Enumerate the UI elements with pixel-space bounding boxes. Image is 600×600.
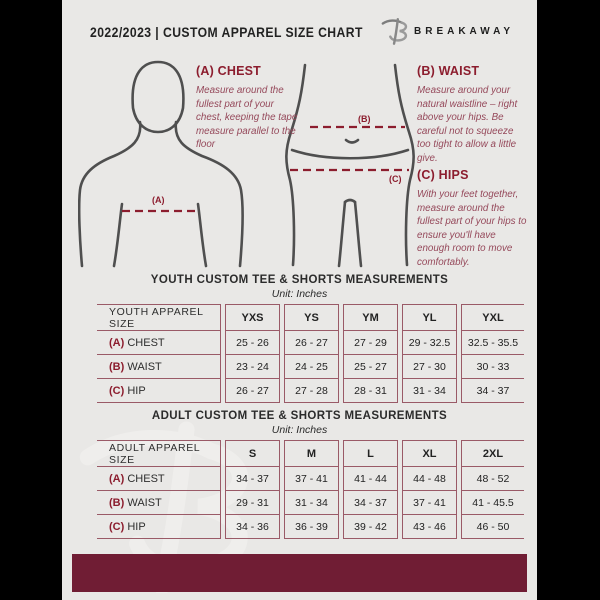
adult-col-m: M (284, 440, 339, 467)
youth-header-row (97, 304, 524, 331)
waist-guide (417, 64, 525, 165)
footer-accent-bar (72, 554, 527, 592)
table-cell: 48 - 52 (461, 467, 524, 491)
waist-guide-body: Measure around your natural waistline – right above your hips. Be careful not to squeeze too tight to allow a little give. (417, 85, 518, 164)
crotch-curve (345, 200, 355, 202)
left-armpit-line (114, 204, 122, 266)
table-cell: 34 - 37 (461, 379, 524, 403)
breakaway-logo-icon (380, 15, 410, 47)
adult-first-col-header: ADULT APPAREL SIZE (97, 440, 221, 467)
table-cell: 28 - 31 (343, 379, 398, 403)
table-cell: 46 - 50 (461, 515, 524, 539)
row-label: (C) HIP (97, 379, 221, 403)
table-cell: 37 - 41 (284, 467, 339, 491)
table-cell: 30 - 33 (461, 355, 524, 379)
left-shoulder-arm (79, 122, 140, 266)
chest-line-label: (A) (152, 195, 165, 205)
table-cell: 26 - 27 (284, 331, 339, 355)
youth-first-col-header: YOUTH APPAREL SIZE (97, 304, 221, 331)
table-cell: 29 - 32.5 (402, 331, 457, 355)
table-cell: 34 - 36 (225, 515, 280, 539)
adult-table-title: ADULT CUSTOM TEE & SHORTS MEASUREMENTS (151, 410, 448, 422)
hips-guide (417, 168, 529, 269)
right-armpit-line (198, 204, 206, 266)
left-inner-leg (339, 202, 345, 266)
table-cell: 43 - 46 (402, 515, 457, 539)
brand-name: BREAKAWAY (414, 26, 515, 37)
right-inner-leg (355, 202, 361, 266)
youth-col-yxs: YXS (225, 304, 280, 331)
adult-waist-row (97, 491, 524, 515)
waistband-curve (292, 150, 408, 158)
table-cell: 41 - 44 (343, 467, 398, 491)
right-hip-outline (395, 65, 414, 265)
youth-table-unit: Unit: Inches (271, 288, 328, 300)
lower-body-diagram (285, 62, 415, 268)
hips-guide-heading: (C) HIPS (417, 168, 469, 182)
table-cell: 23 - 24 (225, 355, 280, 379)
youth-size-table (93, 304, 528, 403)
adult-hip-row (97, 515, 524, 539)
table-cell: 36 - 39 (284, 515, 339, 539)
youth-col-yxl: YXL (461, 304, 524, 331)
adult-col-l: L (343, 440, 398, 467)
waist-line-label: (B) (358, 114, 371, 124)
table-cell: 27 - 30 (402, 355, 457, 379)
youth-col-ys: YS (284, 304, 339, 331)
youth-chest-row (97, 331, 524, 355)
adult-header-row (97, 440, 524, 467)
chest-guide-heading: (A) CHEST (196, 64, 261, 78)
table-cell: 31 - 34 (284, 491, 339, 515)
adult-size-table (93, 440, 528, 539)
row-label: (B) WAIST (97, 355, 221, 379)
youth-table-title: YOUTH CUSTOM TEE & SHORTS MEASUREMENTS (150, 274, 449, 286)
table-cell: 24 - 25 (284, 355, 339, 379)
table-cell: 32.5 - 35.5 (461, 331, 524, 355)
table-cell: 31 - 34 (402, 379, 457, 403)
chest-guide-body: Measure around the fullest part of your chest, keeping the tape measure parallel to the floor (196, 85, 298, 151)
navel-mark (346, 140, 358, 143)
table-cell: 25 - 26 (225, 331, 280, 355)
size-chart-page (62, 0, 537, 600)
row-label: (A) CHEST (97, 467, 221, 491)
hips-guide-body: With your feet together, measure around the fullest part of your hips to ensure you'll have enough room to move comfortably. (417, 189, 527, 268)
table-cell: 26 - 27 (225, 379, 280, 403)
adult-chest-row (97, 467, 524, 491)
page-title: 2022/2023 | CUSTOM APPAREL SIZE CHART (90, 24, 363, 40)
table-cell: 39 - 42 (343, 515, 398, 539)
table-cell: 27 - 29 (343, 331, 398, 355)
youth-waist-row (97, 355, 524, 379)
table-cell: 27 - 28 (284, 379, 339, 403)
table-cell: 29 - 31 (225, 491, 280, 515)
row-label: (C) HIP (97, 515, 221, 539)
youth-col-yl: YL (402, 304, 457, 331)
row-label: (A) CHEST (97, 331, 221, 355)
adult-col-xl: XL (402, 440, 457, 467)
row-label: (B) WAIST (97, 491, 221, 515)
table-cell: 34 - 37 (343, 491, 398, 515)
youth-hip-row (97, 379, 524, 403)
table-cell: 25 - 27 (343, 355, 398, 379)
hip-line-label: (C) (389, 174, 402, 184)
table-cell: 44 - 48 (402, 467, 457, 491)
table-cell: 41 - 45.5 (461, 491, 524, 515)
adult-table-unit: Unit: Inches (271, 424, 328, 436)
waist-guide-heading: (B) WAIST (417, 64, 480, 78)
adult-col-s: S (225, 440, 280, 467)
table-cell: 37 - 41 (402, 491, 457, 515)
adult-col-2xl: 2XL (461, 440, 524, 467)
youth-col-ym: YM (343, 304, 398, 331)
chest-guide (196, 64, 300, 152)
table-cell: 34 - 37 (225, 467, 280, 491)
